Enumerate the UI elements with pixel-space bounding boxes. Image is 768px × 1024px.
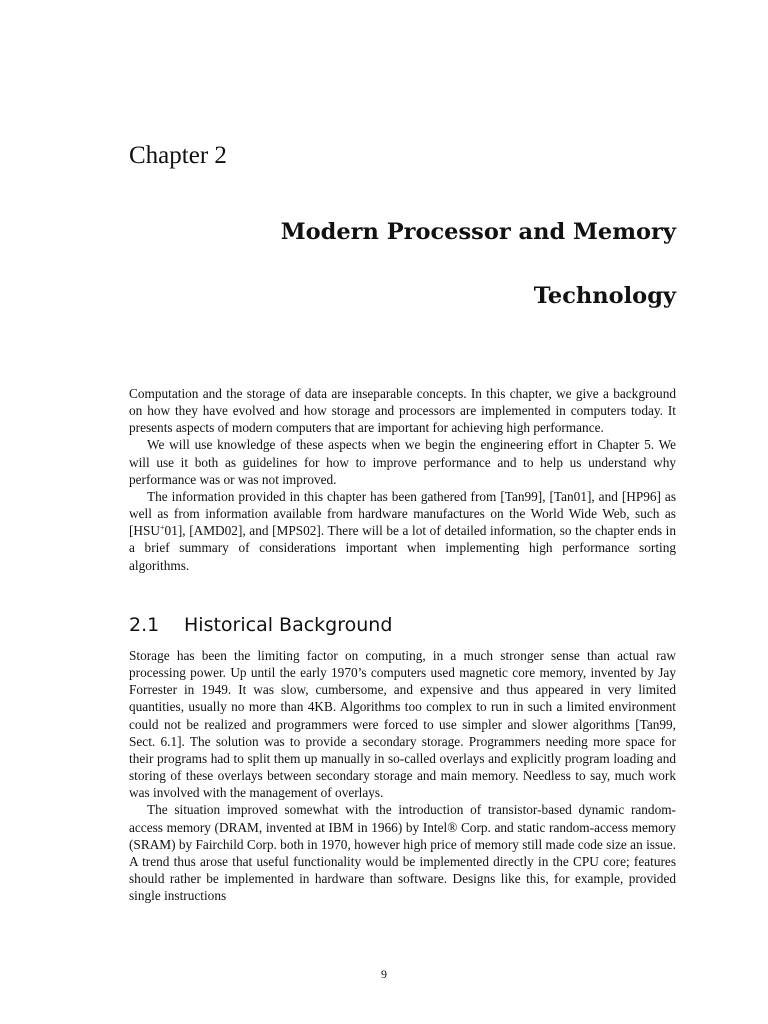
section-paragraph-1: Storage has been the limiting factor on computing, in a much stronger sense than actual raw processing power. Up until the early 1970’s computers used magnetic core memory, invented by Jay Forrester in 1949. It was slow, cumbersome, and expensive and thus appeared in very limited quantities, usually no more than 4KB. Algorithms too complex to run in such a limited environment could not be realized and programmers were forced to use simpler and slower algorithms [Tan99, Sect. 6.1]. The solution was to provide a secondary storage. Programmers needing more space for their programs had to split them up manually in so-called overlays and explicitly program loading and storing of these overlays between secondary storage and main memory. Needless to say, much work was involved with the management of overlays. xyxy=(129,648,676,801)
intro-paragraph-2: We will use knowledge of these aspects when we begin the engineering effort in Chapter 5. We will use it both as guidelines for how to improve performance and to help us understand why performance was or was not improved. xyxy=(129,437,676,487)
chapter-title xyxy=(129,200,676,328)
intro-paragraph-3 xyxy=(129,488,676,574)
page-number: 9 xyxy=(381,967,387,981)
section-title: Historical Background xyxy=(184,614,393,636)
chapter-title-line-2: Technology xyxy=(533,283,676,309)
intro-paragraph-3-text-b: 01], [AMD02], and [MPS02]. There will be a lot of detailed information, so the chapter ends in a brief summary of considerations important when implementing high performance sorting algorithms. xyxy=(129,523,676,573)
superscript-plus: + xyxy=(160,523,165,533)
intro-paragraph-1: Computation and the storage of data are inseparable concepts. In this chapter, we give a background on how they have evolved and how storage and processors are implemented in computers today. It presents aspects of modern computers that are important for achieving high performance. xyxy=(129,386,676,436)
section-body xyxy=(129,647,676,904)
chapter-title-line-1: Modern Processor and Memory xyxy=(280,219,676,245)
section-number: 2.1 xyxy=(129,614,160,636)
section-heading xyxy=(129,612,676,638)
section-paragraph-2: The situation improved somewhat with the introduction of transistor-based dynamic random-access memory (DRAM, invented at IBM in 1966) by Intel® Corp. and static random-access memory (SRAM) by Fairchild Corp. both in 1970, however high price of memory still made code size an issue. A trend thus arose that useful functionality would be implemented directly in the CPU core; features should rather be implemented in hardware than software. Designs like this, for example, provided single instructions xyxy=(129,802,676,904)
intro-paragraph-3-text-a: The information provided in this chapter has been gathered from [Tan99], [Tan01], and [HP96] as well as from information available from hardware manufactures on the World Wide Web, such as [HSU xyxy=(129,488,676,539)
intro-text xyxy=(129,385,676,574)
chapter-label: Chapter 2 xyxy=(129,142,227,169)
